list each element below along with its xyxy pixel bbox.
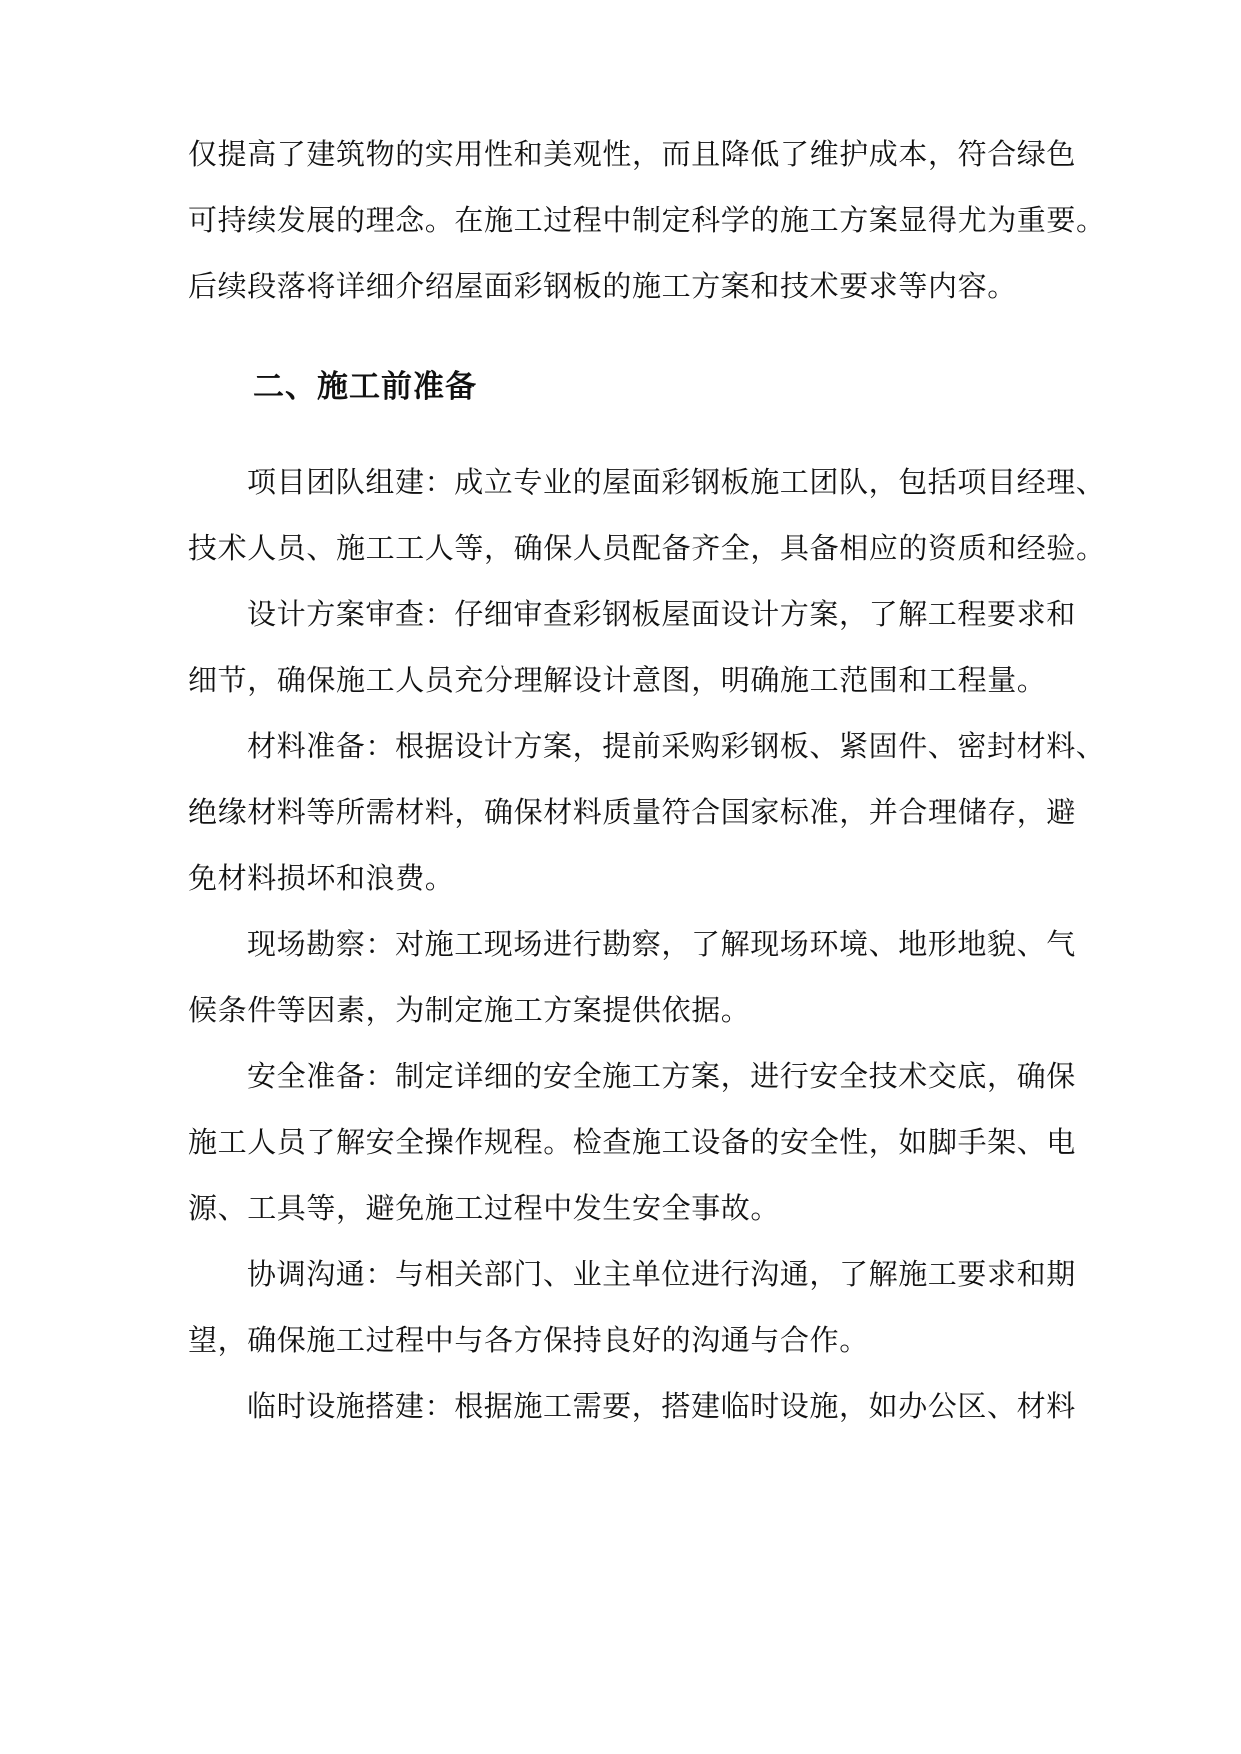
paragraph-1-line-1: 项目团队组建：成立专业的屋面彩钢板施工团队，包括项目经理、 bbox=[247, 465, 1106, 499]
paragraph-3-line-2: 绝缘材料等所需材料，确保材料质量符合国家标准，并合理储存，避 bbox=[188, 795, 1077, 829]
paragraph-4-line-2: 候条件等因素，为制定施工方案提供依据。 bbox=[188, 993, 751, 1027]
paragraph-6-line-1: 协调沟通：与相关部门、业主单位进行沟通，了解施工要求和期 bbox=[247, 1257, 1076, 1291]
intro-line-3: 后续段落将详细介绍屋面彩钢板的施工方案和技术要求等内容。 bbox=[188, 269, 1017, 303]
intro-line-2: 可持续发展的理念。在施工过程中制定科学的施工方案显得尤为重要。 bbox=[188, 203, 1106, 237]
section-heading: 二、施工前准备 bbox=[253, 369, 477, 405]
paragraph-2-line-2: 细节，确保施工人员充分理解设计意图，明确施工范围和工程量。 bbox=[188, 663, 1047, 697]
intro-line-1: 仅提高了建筑物的实用性和美观性，而且降低了维护成本，符合绿色 bbox=[188, 137, 1077, 171]
paragraph-6-line-2: 望，确保施工过程中与各方保持良好的沟通与合作。 bbox=[188, 1323, 869, 1357]
paragraph-3-line-3: 免材料损坏和浪费。 bbox=[188, 861, 455, 895]
paragraph-4-line-1: 现场勘察：对施工现场进行勘察，了解现场环境、地形地貌、气 bbox=[247, 927, 1076, 961]
paragraph-1-line-2: 技术人员、施工工人等，确保人员配备齐全，具备相应的资质和经验。 bbox=[188, 531, 1106, 565]
paragraph-2-line-1: 设计方案审查：仔细审查彩钢板屋面设计方案，了解工程要求和 bbox=[247, 597, 1076, 631]
paragraph-3-line-1: 材料准备：根据设计方案，提前采购彩钢板、紧固件、密封材料、 bbox=[247, 729, 1106, 763]
paragraph-5-line-2: 施工人员了解安全操作规程。检查施工设备的安全性，如脚手架、电 bbox=[188, 1125, 1077, 1159]
paragraph-5-line-3: 源、工具等，避免施工过程中发生安全事故。 bbox=[188, 1191, 781, 1225]
paragraph-7-line-1: 临时设施搭建：根据施工需要，搭建临时设施，如办公区、材料 bbox=[247, 1389, 1076, 1423]
paragraph-5-line-1: 安全准备：制定详细的安全施工方案，进行安全技术交底，确保 bbox=[247, 1059, 1076, 1093]
